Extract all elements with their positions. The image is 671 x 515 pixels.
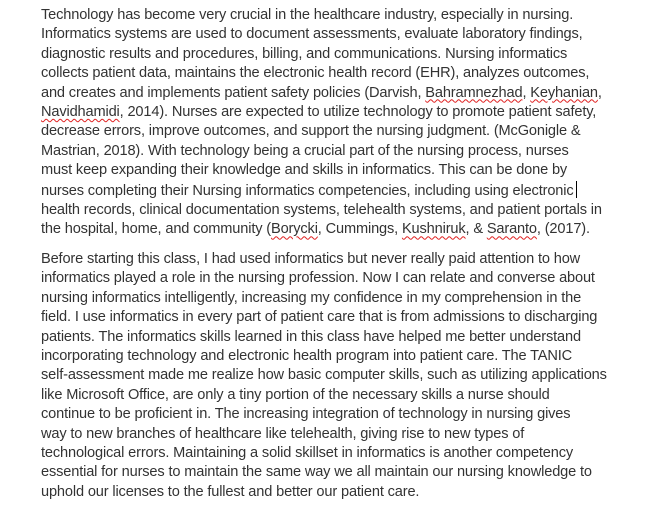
misspelled-word[interactable]: Navidhamidi <box>41 104 120 121</box>
text-run: and creates and implements patient safety policies (Darvish, <box>41 84 426 101</box>
text-line: decrease errors, improve outcomes, and support the nursing judgment. (McGonigle & <box>41 123 581 140</box>
text-line: informatics played a role in the nursing profession. Now I can relate and converse about <box>41 270 595 287</box>
text-line: Technology has become very crucial in the healthcare industry, especially in nursing. <box>41 7 574 23</box>
text-line: Informatics systems are used to document assessments, evaluate laboratory findings, <box>41 26 583 43</box>
text-line: collects patient data, maintains the electronic health record (EHR), analyzes outcomes, <box>41 65 590 82</box>
misspelled-word[interactable]: Keyhanian <box>530 84 598 101</box>
misspelled-word[interactable]: Saranto <box>486 221 537 238</box>
text-line: health records, clinical documentation systems, telehealth systems, and patient portals in <box>41 202 602 219</box>
text-line: patients. The informatics skills learned in this class have helped me better understand <box>41 328 581 345</box>
misspelled-word[interactable]: Bahramnezhad <box>425 84 523 101</box>
text-line: like Microsoft Office, are only a tiny portion of the necessary skills a nurse should <box>41 386 550 403</box>
text-cursor <box>576 181 577 198</box>
text-line: diagnostic results and procedures, billing, and communications. Nursing informatics <box>41 45 568 62</box>
text-line: nursing informatics intelligently, increasing my confidence in my comprehension in the <box>41 289 582 306</box>
text-line: must keep expanding their knowledge and skills in informatics. This can be done by <box>41 162 568 179</box>
text-run: , <box>597 84 602 101</box>
text-line <box>41 181 671 201</box>
document-body[interactable] <box>41 6 671 502</box>
text-line <box>41 103 671 122</box>
text-line: field. I use informatics in every part of patient care that is from admissions to discharging <box>41 309 598 326</box>
text-line: way to new branches of healthcare like telehealth, giving rise to new types of <box>41 425 525 442</box>
text-line: technological errors. Maintaining a solid skillset in informatics is another competency <box>41 444 574 461</box>
text-line: self-assessment made me realize how basic computer skills, such as utilizing applications <box>41 367 607 384</box>
paragraph-1[interactable] <box>41 6 671 240</box>
text-line: continue to be proficient in. The increasing integration of technology in nursing gives <box>41 406 571 423</box>
text-line <box>41 84 671 103</box>
misspelled-word[interactable]: Kushniruk <box>401 221 466 238</box>
misspelled-word[interactable]: Borycki <box>271 221 318 238</box>
text-run: , & <box>465 221 487 238</box>
text-line: incorporating technology and electronic health program into patient care. The TANIC <box>41 347 573 364</box>
text-run: , Cummings, <box>317 221 402 238</box>
text-run: , 2014). Nurses are expected to utilize technology to promote patient safety, <box>119 104 597 121</box>
text-line: essential for nurses to maintain the same way we all maintain our nursing knowledge to <box>41 464 592 481</box>
text-run: the hospital, home, and community ( <box>41 221 271 238</box>
paragraph-2[interactable] <box>41 250 671 502</box>
text-run: nurses completing their Nursing informatics competencies, including using electronic <box>41 182 574 199</box>
text-run: , <box>522 84 531 101</box>
text-line: uphold our licenses to the fullest and better our patient care. <box>41 483 420 500</box>
text-run: , (2017). <box>536 221 590 238</box>
text-line: Mastrian, 2018). With technology being a crucial part of the nursing process, nurses <box>41 142 569 159</box>
text-line: Before starting this class, I had used informatics but never really paid attention to how <box>41 250 581 267</box>
text-line <box>41 220 671 239</box>
